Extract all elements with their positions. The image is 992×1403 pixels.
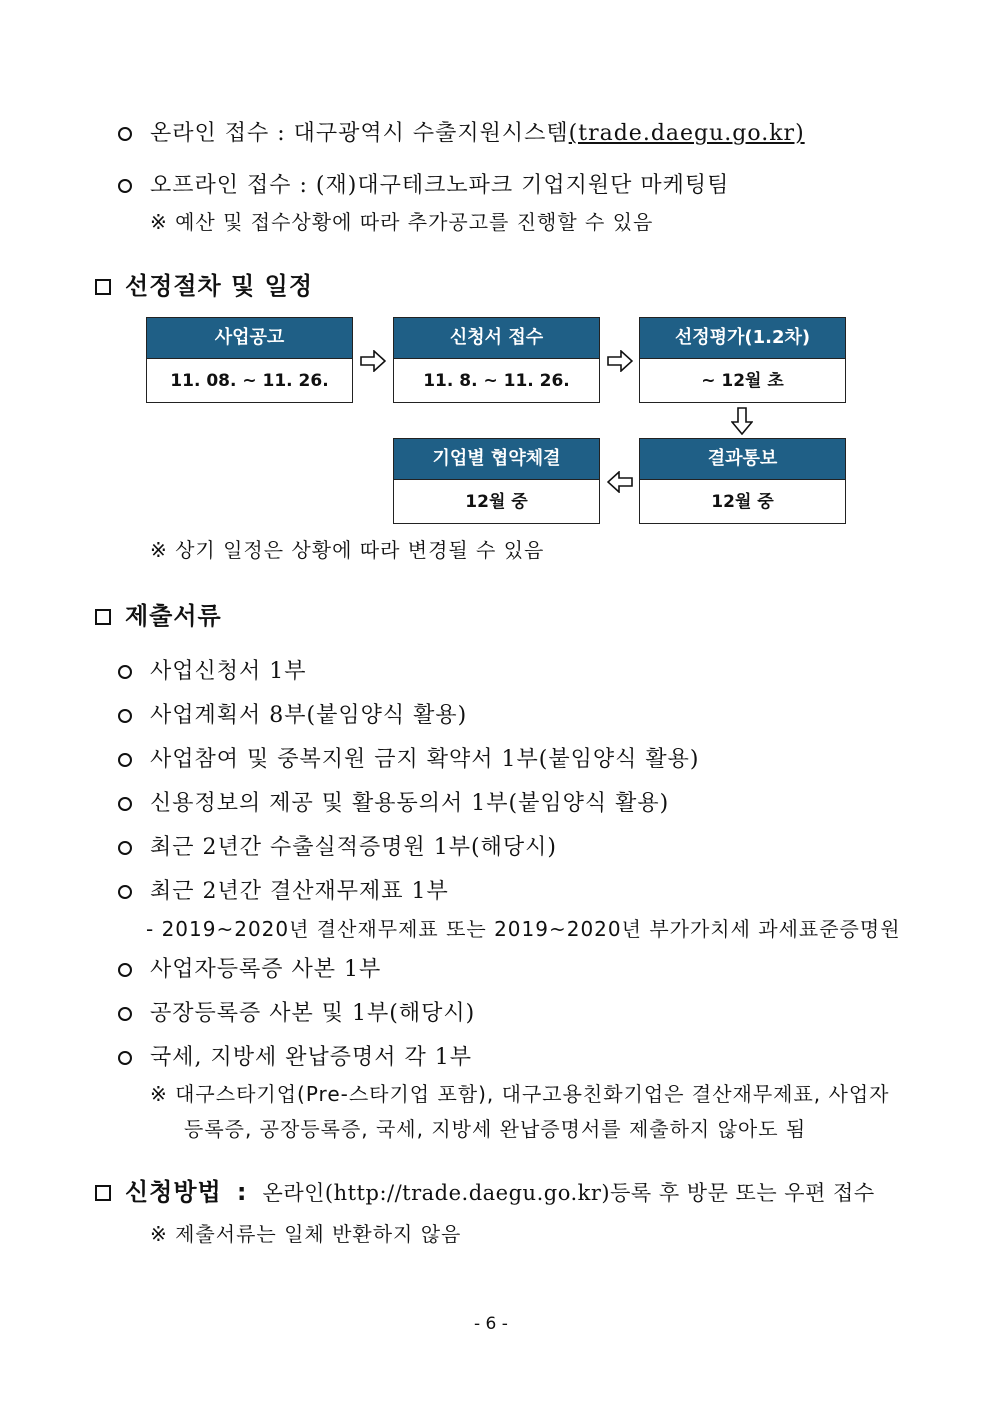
circle-bullet-icon [118,841,132,855]
circle-bullet-icon [118,797,132,811]
step-date: ~ 12월 초 [640,358,845,403]
circle-bullet-icon [118,127,132,141]
circle-bullet-icon [118,753,132,767]
document-item [118,786,669,817]
step-title: 신청서 접수 [394,318,599,358]
document-item [118,1040,472,1071]
step-box-announcement [146,317,353,403]
receipt-note: ※ 예산 및 접수상황에 따라 추가공고를 진행할 수 있음 [150,210,654,234]
document-item-text: 공장등록증 사본 및 1부(해당시) [150,1001,476,1026]
document-item-text: 사업신청서 1부 [150,659,307,684]
step-date: 11. 08. ~ 11. 26. [147,358,352,403]
document-item-text: 신용정보의 제공 및 활용동의서 1부(붙임양식 활용) [150,791,670,816]
document-item-text: 사업참여 및 중복지원 금지 확약서 1부(붙임양식 활용) [150,747,700,772]
circle-bullet-icon [118,179,132,193]
offline-receipt-line [118,168,729,199]
document-item [118,952,381,983]
step-title: 선정평가(1.2차) [640,318,845,358]
step-title: 결과통보 [640,439,845,479]
document-item [118,654,307,685]
application-method-heading: 신청방법 [125,1178,222,1206]
document-item-text: 최근 2년간 결산재무제표 1부 [150,879,449,904]
document-item-text: 사업계획서 8부(붙임양식 활용) [150,703,468,728]
document-item-text: 국세, 지방세 완납증명서 각 1부 [150,1045,472,1070]
step-box-notification [639,438,846,524]
step-date: 12월 중 [394,479,599,524]
arrow-right-icon [360,350,386,372]
square-bullet-icon [95,1185,111,1201]
documents-heading [95,596,222,631]
step-date: 11. 8. ~ 11. 26. [394,358,599,403]
page-number: - 6 - [474,1314,508,1334]
circle-bullet-icon [118,885,132,899]
application-method-note: ※ 제출서류는 일체 반환하지 않음 [150,1222,462,1246]
step-box-agreement [393,438,600,524]
circle-bullet-icon [118,1007,132,1021]
square-bullet-icon [95,609,111,625]
arrow-left-icon [607,471,633,493]
schedule-heading [95,266,313,301]
circle-bullet-icon [118,963,132,977]
online-receipt-line [118,116,805,147]
document-item-text: 사업자등록증 사본 1부 [150,957,382,982]
circle-bullet-icon [118,665,132,679]
document-item [118,698,467,729]
step-title: 사업공고 [147,318,352,358]
documents-exemption-note-line1: ※ 대구스타기업(Pre-스타기업 포함), 대구고용친화기업은 결산재무제표, 사업자 [150,1082,890,1106]
application-method-text: 온라인(http://trade.daegu.go.kr)등록 후 방문 또는 우편 접수 [262,1181,875,1205]
document-item-text: 최근 2년간 수출실적증명원 1부(해당시) [150,835,557,860]
step-date: 12월 중 [640,479,845,524]
step-title: 기업별 협약체결 [394,439,599,479]
financial-statement-sub-note: - 2019~2020년 결산재무제표 또는 2019~2020년 부가가치세 과세표준증명원 [146,917,901,941]
step-box-application [393,317,600,403]
document-item [118,742,699,773]
arrow-right-icon [607,350,633,372]
document-item [118,996,475,1027]
step-box-evaluation [639,317,846,403]
offline-receipt-text: 오프라인 접수 : (재)대구테크노파크 기업지원단 마케팅팀 [150,173,730,198]
schedule-heading-text: 선정절차 및 일정 [125,272,313,300]
document-item [118,830,557,861]
circle-bullet-icon [118,709,132,723]
application-method-line [95,1172,875,1207]
documents-heading-text: 제출서류 [125,602,222,630]
application-method-colon: : [236,1178,248,1206]
square-bullet-icon [95,279,111,295]
arrow-down-icon [731,407,753,435]
online-receipt-link[interactable]: (trade.daegu.go.kr) [568,121,805,146]
online-receipt-text: 온라인 접수 : 대구광역시 수출지원시스템 [150,121,569,146]
schedule-note: ※ 상기 일정은 상황에 따라 변경될 수 있음 [150,538,545,562]
circle-bullet-icon [118,1051,132,1065]
document-item [118,874,449,905]
documents-exemption-note-line2: 등록증, 공장등록증, 국세, 지방세 완납증명서를 제출하지 않아도 됨 [184,1117,807,1141]
